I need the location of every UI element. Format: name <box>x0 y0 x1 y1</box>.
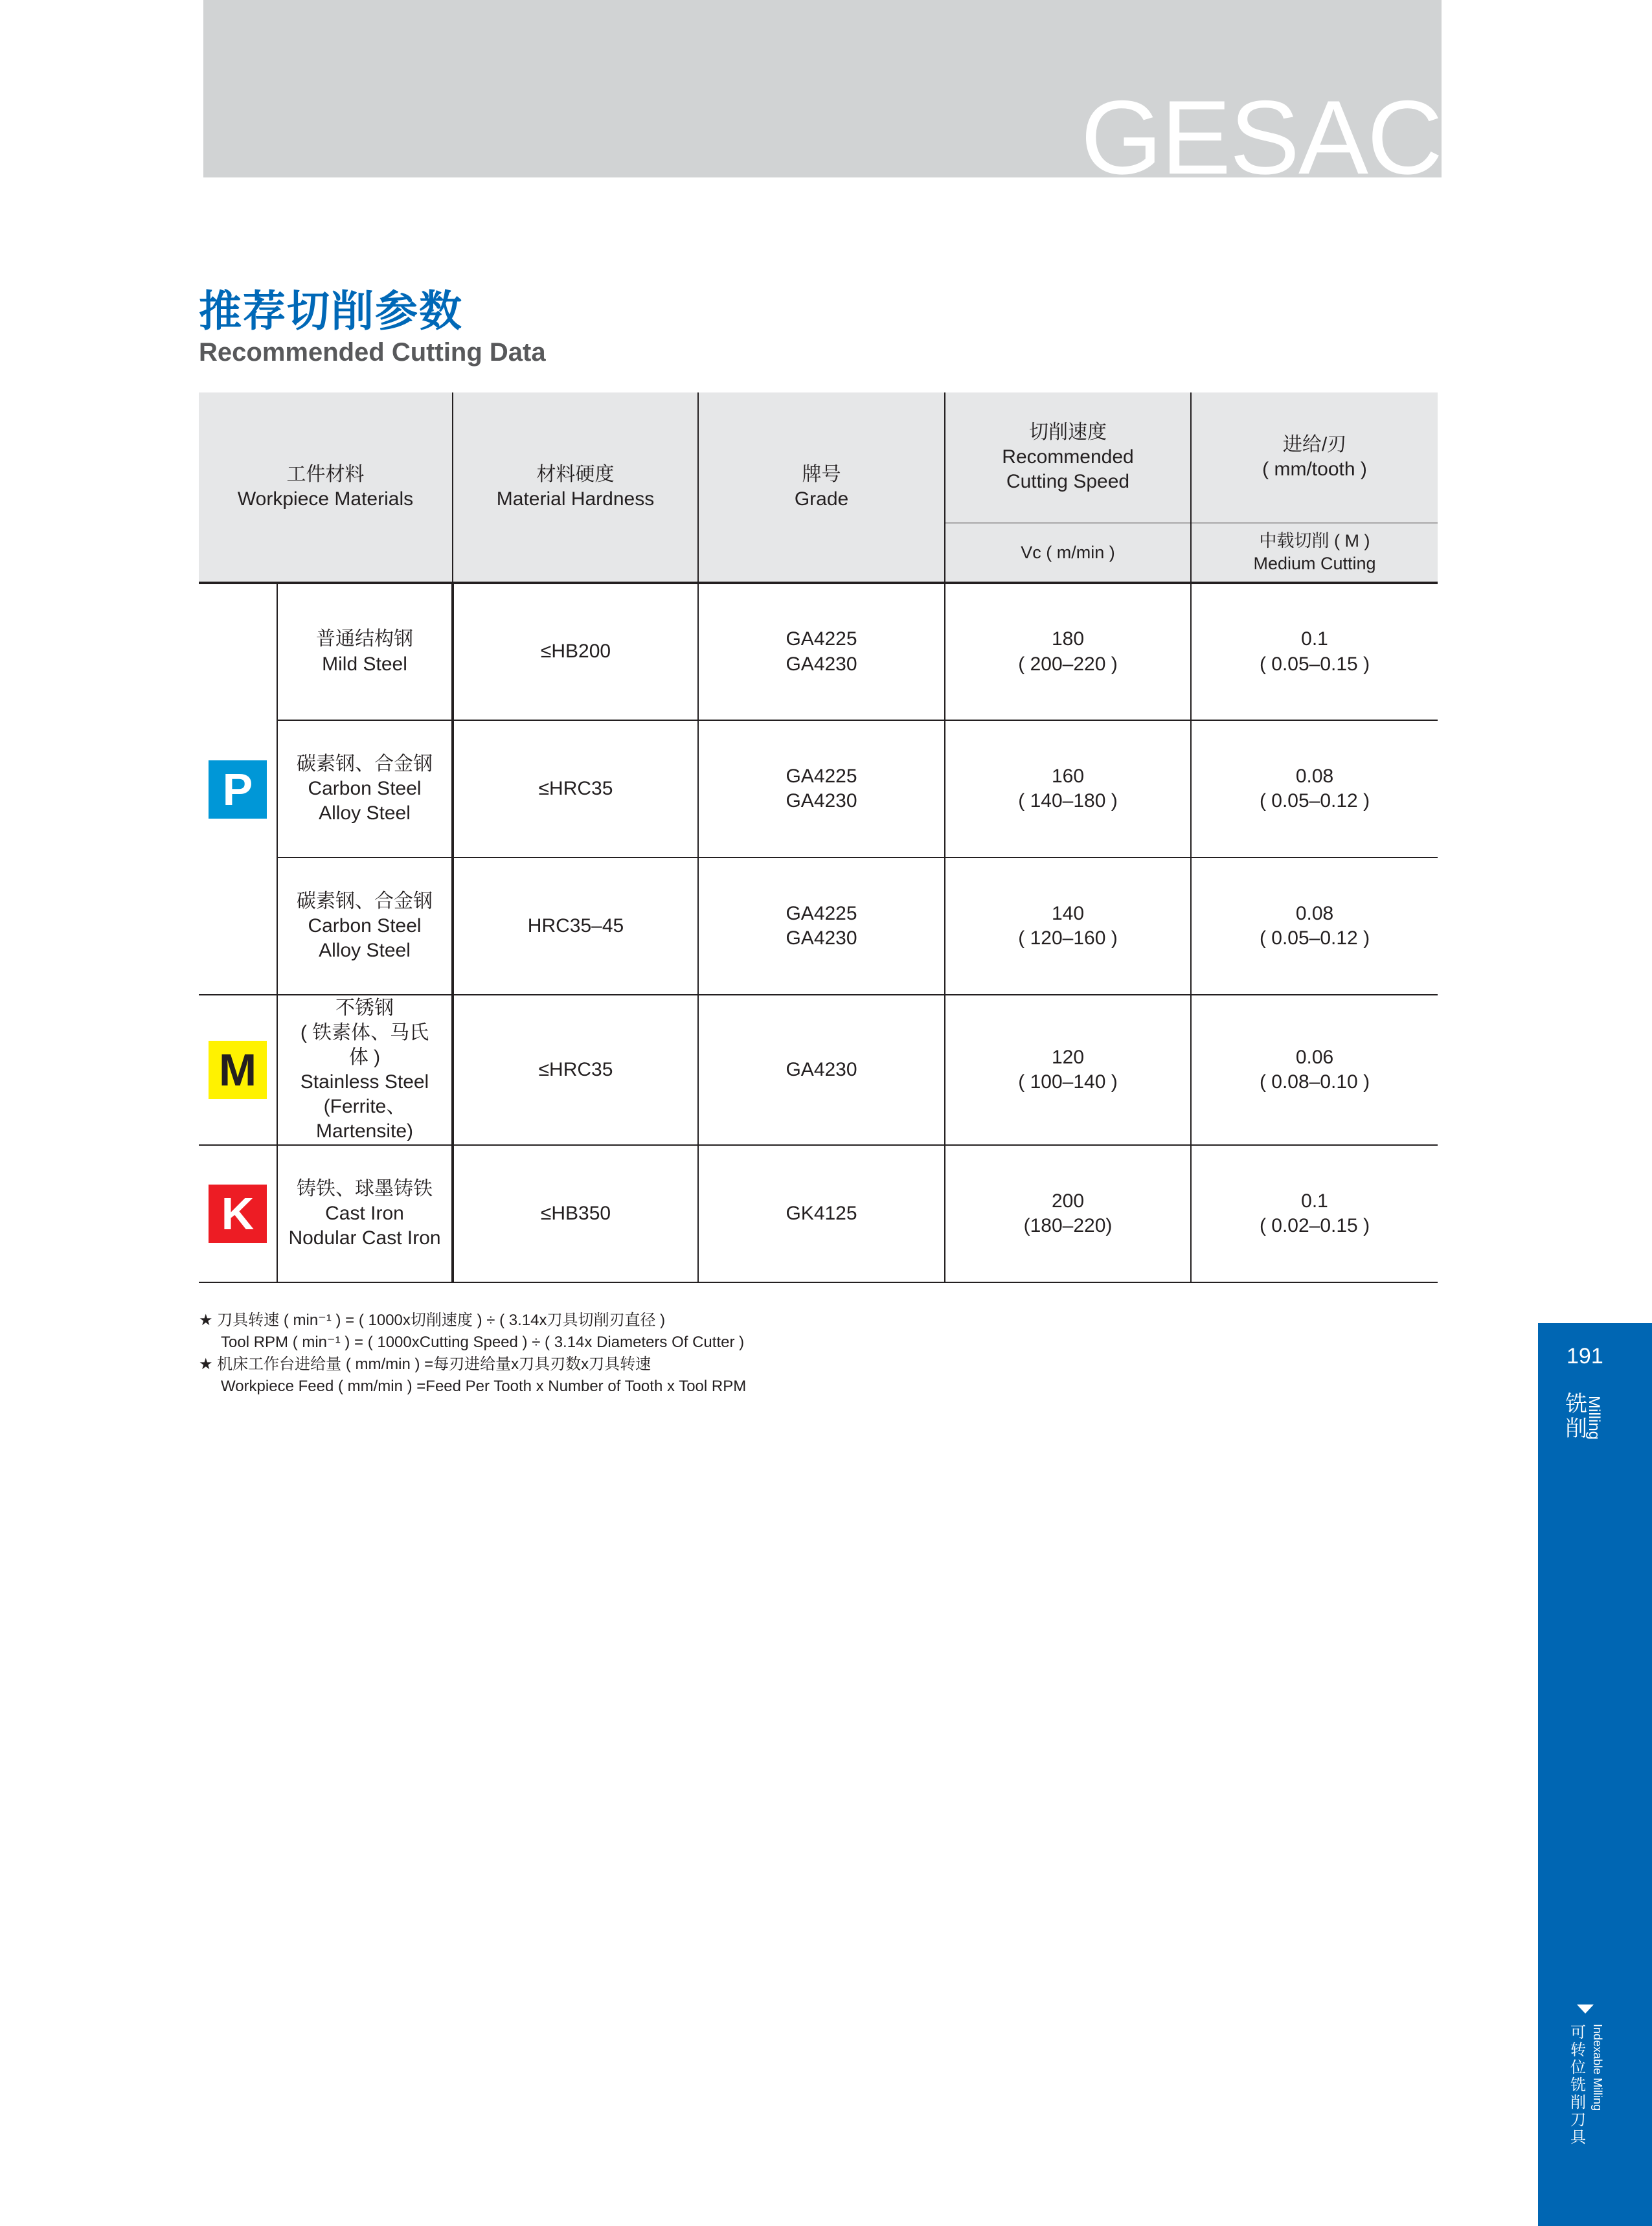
material-cell: 碳素钢、合金钢 Carbon Steel Alloy Steel <box>277 857 453 995</box>
iso-badge-k: K <box>209 1185 267 1243</box>
header-band <box>203 0 1442 177</box>
grade-cell: GA4225 GA4230 <box>698 720 945 857</box>
side-tab <box>1538 1323 1652 2226</box>
speed-cell: 160 ( 140–180 ) <box>945 720 1191 857</box>
hardness-cell: ≤HRC35 <box>453 995 698 1145</box>
feed-cell: 0.06 ( 0.08–0.10 ) <box>1191 995 1438 1145</box>
material-cell: 不锈钢 ( 铁素体、马氏 体 ) Stainless Steel (Ferrite、 Martensite) <box>277 995 453 1145</box>
page-title-zh: 推荐切削参数 <box>199 286 463 336</box>
table-row <box>199 995 1438 1145</box>
note-feed-zh: ★ 机床工作台进给量 ( mm/min ) =每刃进给量x刀具刃数x刀具转速 <box>199 1356 651 1373</box>
header-workpiece-materials: 工件材料 Workpiece Materials <box>199 392 453 583</box>
grade-cell: GA4225 GA4230 <box>698 583 945 720</box>
grade-cell: GK4125 <box>698 1145 945 1282</box>
iso-group-k-cell <box>199 1145 277 1282</box>
formula-notes <box>199 1310 746 1398</box>
feed-cell: 0.08 ( 0.05–0.12 ) <box>1191 857 1438 995</box>
grade-cell: GA4230 <box>698 995 945 1145</box>
table-row <box>199 720 1438 857</box>
hardness-cell: ≤HB200 <box>453 583 698 720</box>
header-feed-per-tooth: 进给/刃 ( mm/tooth ) <box>1191 392 1438 523</box>
brand-logo-text: GESAC <box>1080 79 1442 177</box>
note-feed-en: Workpiece Feed ( mm/min ) =Feed Per Tooth x Number of Tooth x Tool RPM <box>221 1378 747 1395</box>
note-rpm-zh: ★ 刀具转速 ( min⁻¹ ) = ( 1000x切削速度 ) ÷ ( 3.14x刀具切削刃直径 ) <box>199 1312 666 1329</box>
hardness-cell: ≤HB350 <box>453 1145 698 1282</box>
index-label-zh: 可转位铣削刀具 <box>1570 2023 1586 2146</box>
feed-cell: 0.1 ( 0.02–0.15 ) <box>1191 1145 1438 1282</box>
page-number: 191 <box>1567 1344 1603 1369</box>
iso-group-m-cell <box>199 995 277 1145</box>
table-row <box>199 583 1438 720</box>
grade-cell: GA4225 GA4230 <box>698 857 945 995</box>
index-label-en: Indexable Milling <box>1591 2024 1604 2111</box>
header-cutting-speed: 切削速度 Recommended Cutting Speed <box>945 392 1191 523</box>
header-medium-cutting: 中载切削 ( M ) Medium Cutting <box>1191 523 1438 583</box>
speed-cell: 140 ( 120–160 ) <box>945 857 1191 995</box>
hardness-cell: HRC35–45 <box>453 857 698 995</box>
table-row <box>199 857 1438 995</box>
iso-group-p-cell <box>199 583 277 995</box>
page-title-en: Recommended Cutting Data <box>199 338 546 367</box>
iso-badge-p: P <box>209 760 267 819</box>
cutting-data-table <box>199 392 1438 1283</box>
header-grade: 牌号 Grade <box>698 392 945 583</box>
header-vc-unit: Vc ( m/min ) <box>945 523 1191 583</box>
triangle-down-icon <box>1577 2005 1594 2014</box>
speed-cell: 200 (180–220) <box>945 1145 1191 1282</box>
note-rpm-en: Tool RPM ( min⁻¹ ) = ( 1000xCutting Speed ) ÷ ( 3.14x Diameters Of Cutter ) <box>221 1334 745 1351</box>
table-row <box>199 1145 1438 1282</box>
feed-cell: 0.08 ( 0.05–0.12 ) <box>1191 720 1438 857</box>
section-label-zh: 铣削 <box>1565 1391 1587 1442</box>
material-cell: 铸铁、球墨铸铁 Cast Iron Nodular Cast Iron <box>277 1145 453 1282</box>
iso-badge-m: M <box>209 1041 267 1099</box>
speed-cell: 120 ( 100–140 ) <box>945 995 1191 1145</box>
material-cell: 碳素钢、合金钢 Carbon Steel Alloy Steel <box>277 720 453 857</box>
header-material-hardness: 材料硬度 Material Hardness <box>453 392 698 583</box>
material-cell: 普通结构钢 Mild Steel <box>277 583 453 720</box>
feed-cell: 0.1 ( 0.05–0.15 ) <box>1191 583 1438 720</box>
speed-cell: 180 ( 200–220 ) <box>945 583 1191 720</box>
section-label-en: Milling <box>1585 1396 1603 1440</box>
hardness-cell: ≤HRC35 <box>453 720 698 857</box>
